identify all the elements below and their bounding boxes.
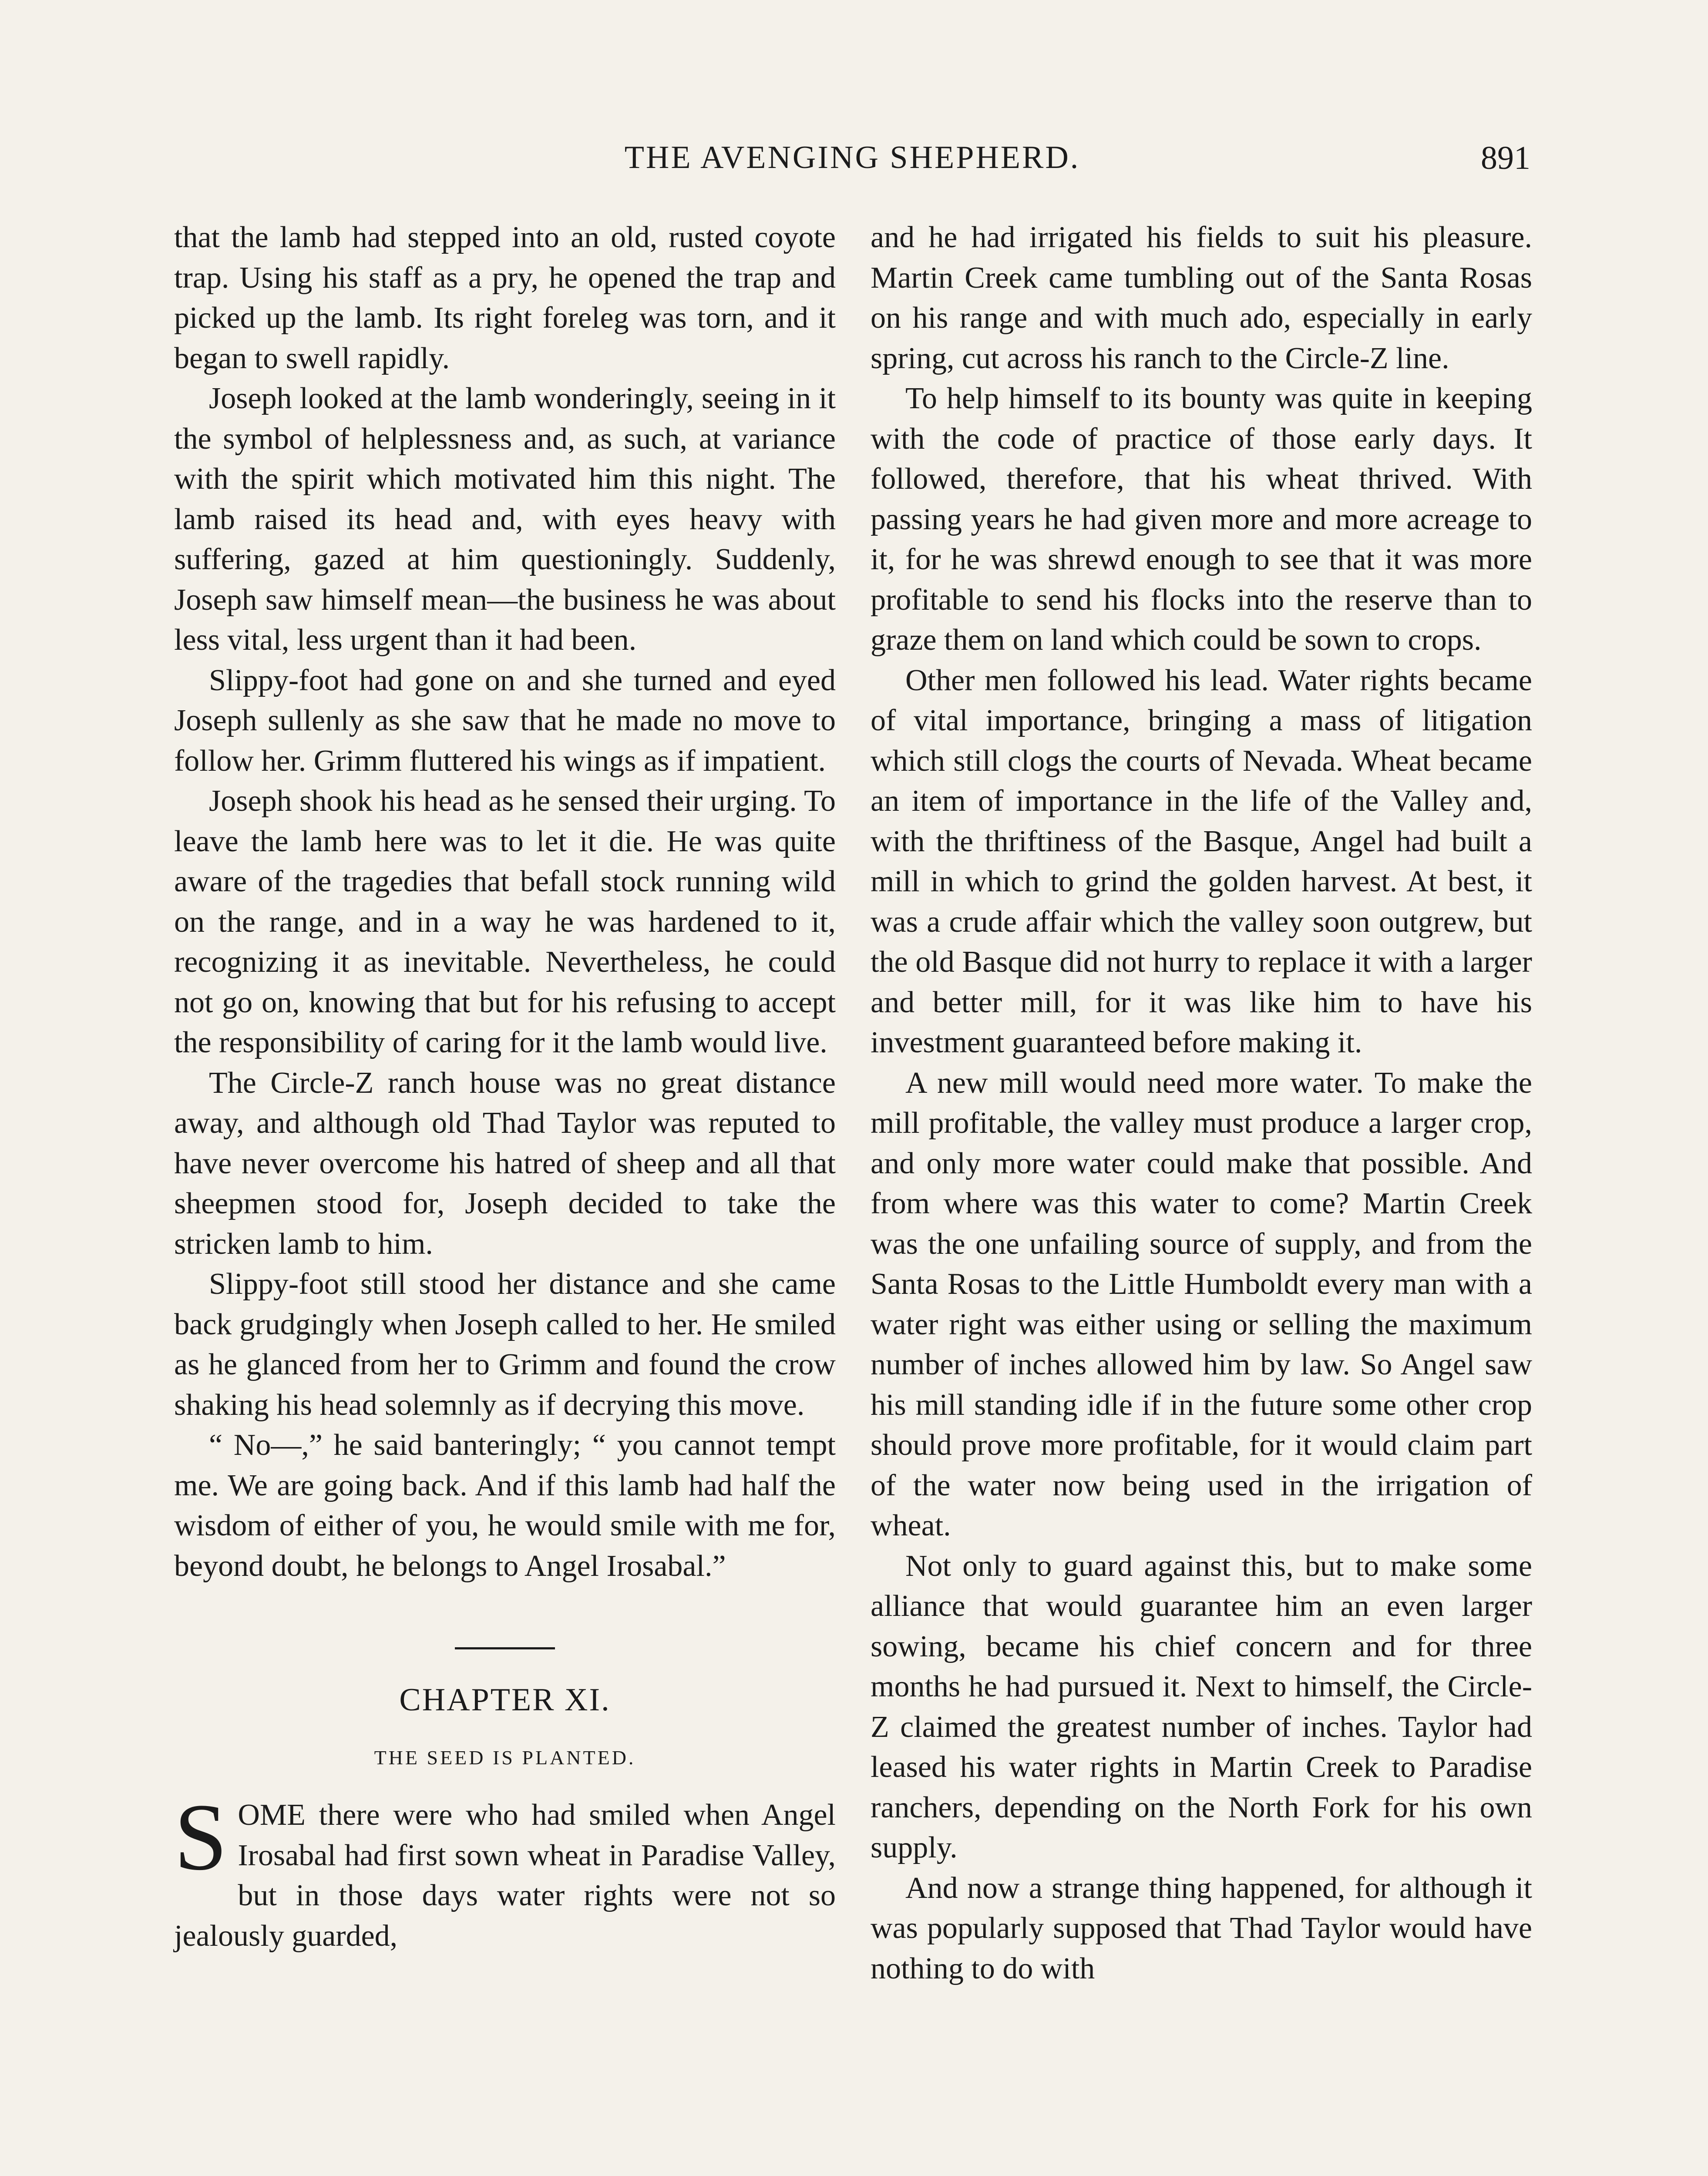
page-number: 891: [1481, 140, 1530, 176]
running-header: [174, 139, 1530, 191]
paragraph: Other men followed his lead. Water rights became of vital importance, bringing a mass of litigation which still clogs the courts of Nevada. Wheat became an item of importance in the life of the Valley and, with the thriftiness of the Basque, Angel had built a mill in which to grind the golden harvest. At best, it was a crude affair which the valley soon outgrew, but the old Basque did not hurry to replace it with a larger and better mill, for it was like him to have his investment guaranteed before making it.: [871, 663, 1532, 1059]
right-column: [871, 218, 1532, 1989]
section-divider: [455, 1647, 555, 1649]
chapter-title: CHAPTER XI.: [399, 1682, 611, 1718]
paragraph: And now a strange thing happened, for although it was popularly supposed that Thad Taylor would have nothing to do with: [871, 1871, 1532, 1985]
running-title: THE AVENGING SHEPHERD.: [624, 140, 1080, 175]
paragraph: To help himself to its bounty was quite in keeping with the code of practice of those early days. It followed, therefore, that his wheat thrived. With passing years he had given more and more acreage to it, for he was shrewd enough to see that it was more profitable to send his flocks into the reserve than to graze them on land which could be sown to crops.: [871, 382, 1532, 657]
chapter-opening-paragraph: [174, 1784, 836, 1956]
opening-text: OME there were who had smiled when Angel Irosabal had first sown wheat in Paradise Valley, but in those days water rights were not so jealously guarded,: [174, 1798, 836, 1953]
paragraph: Slippy-foot still stood her distance and she came back grudgingly when Joseph called to her. He smiled as he glanced from her to Grimm and found the crow shaking his head solemnly as if decrying this move.: [174, 1267, 836, 1422]
left-column: [174, 218, 836, 1956]
paragraph: A new mill would need more water. To make the mill profitable, the valley must produce a larger crop, and only more water could make that possible. And from where was this water to come? Martin Creek was the one unfailing source of supply, and from the Santa Rosas to the Little Humboldt every man with a water right was either using or selling the maximum number of inches allowed him by law. So Angel saw his mill standing idle if in the future some other crop should prove more profitable, for it would claim part of the water now being used in the irrigation of wheat.: [871, 1066, 1532, 1542]
paragraph: The Circle-Z ranch house was no great distance away, and although old Thad Taylor was reputed to have never overcome his hatred of sheep and all that sheepmen stood for, Joseph decided to take the stricken lamb to him.: [174, 1066, 836, 1261]
paragraph: Not only to guard against this, but to make some alliance that would guarantee him an even larger sowing, became his chief concern and for three months he had pursued it. Next to himself, the Circle-Z claimed the greatest number of inches. Taylor had leased his water rights in Martin Creek to Paradise ranchers, depending on the North Fork for his own supply.: [871, 1549, 1532, 1864]
paragraph: “ No—,” he said banteringly; “ you cannot tempt me. We are going back. And if this lamb had half the wisdom of either of you, he would smile with me for, beyond doubt, he belongs to Angel Irosabal.”: [174, 1428, 836, 1583]
paragraph: Joseph looked at the lamb wonderingly, seeing in it the symbol of helplessness and, as such, at variance with the spirit which motivated him this night. The lamb raised its head and, with eyes heavy with suffering, gazed at him questioningly. Suddenly, Joseph saw himself mean—the business he was about less vital, less urgent than it had been.: [174, 382, 836, 657]
paragraph: that the lamb had stepped into an old, rusted coyote trap. Using his staff as a pry, he opened the trap and picked up the lamb. Its right foreleg was torn, and it began to swell rapidly.: [174, 221, 836, 375]
paragraph: Joseph shook his head as he sensed their urging. To leave the lamb here was to let it die. He was quite aware of the tragedies that befall stock running wild on the range, and in a way he was hardened to it, recognizing it as inevitable. Nevertheless, he could not go on, knowing that but for his refusing to accept the responsibility of caring for it the lamb would live.: [174, 784, 836, 1059]
paragraph: Slippy-foot had gone on and she turned and eyed Joseph sullenly as she saw that he made no move to follow her. Grimm fluttered his wings as if impatient.: [174, 663, 836, 778]
drop-cap: S: [174, 1784, 228, 1890]
paragraph: and he had irrigated his fields to suit his pleasure. Martin Creek came tumbling out of the Santa Rosas on his range and with much ado, especially in early spring, cut across his ranch to the Circle-Z line.: [871, 221, 1532, 375]
chapter-subtitle: THE SEED IS PLANTED.: [374, 1746, 636, 1769]
